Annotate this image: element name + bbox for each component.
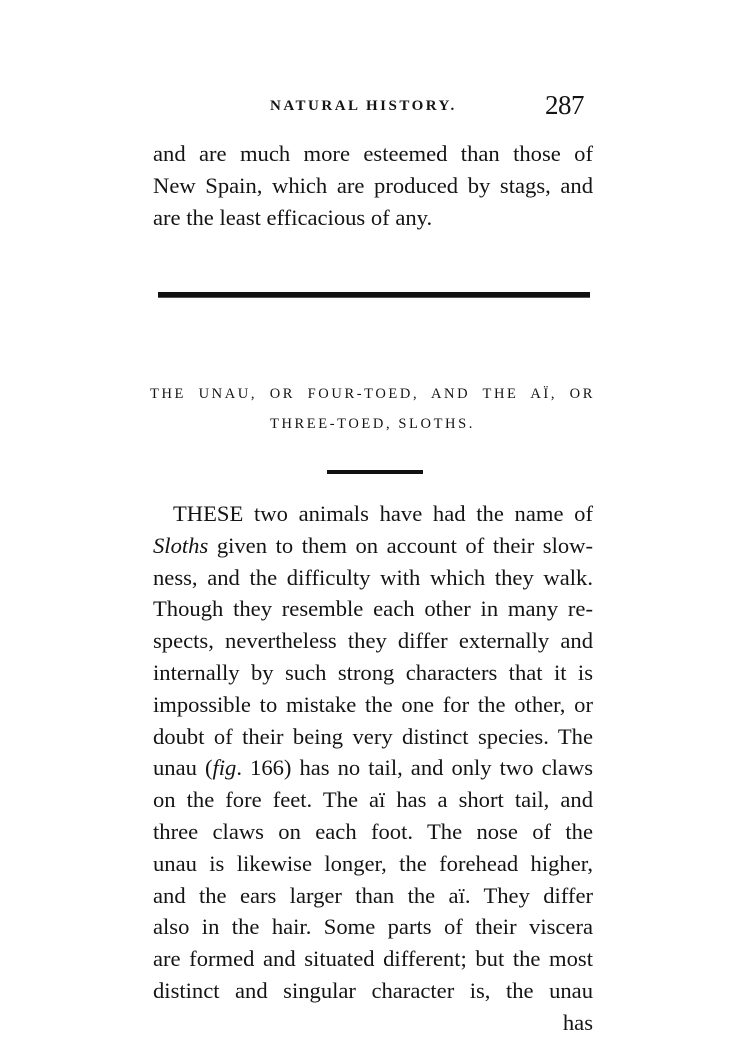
text-line: and the ears larger than the aï. They differ [153, 882, 593, 908]
text-run: . 166) has no tail, and only two claws [236, 755, 594, 781]
text-run: two animals have had the name of [243, 501, 593, 526]
section-heading-line-2: THREE-TOED, SLOTHS. [270, 416, 475, 432]
running-head: NATURAL HISTORY. [270, 98, 457, 114]
text-line: ness, and the difficulty with which they walk. [153, 564, 593, 590]
page-number: 287 [545, 90, 584, 120]
text-line: spects, nevertheless they differ externally and [153, 628, 593, 654]
catchword: has [562, 1009, 593, 1035]
section-heading-line-1: THE UNAU, OR FOUR-TOED, AND THE AÏ, OR [150, 386, 595, 402]
body-paragraph [153, 498, 593, 1039]
text-run: unau ( [153, 755, 213, 781]
heading-ornament-rule [327, 470, 423, 474]
figure-reference: fig [212, 755, 237, 781]
text-line [153, 530, 593, 562]
previous-section-text [153, 138, 593, 233]
text-line: also in the hair. Some parts of their viscera [153, 914, 593, 940]
text-line: three claws on each foot. The nose of the [153, 818, 593, 844]
text-line: distinct and singular character is, the unau [153, 977, 593, 1003]
opening-word: THESE [173, 501, 244, 526]
text-line [153, 752, 593, 784]
text-line: New Spain, which are produced by stags, and [153, 172, 593, 198]
text-line: and are much more esteemed than those of [153, 141, 593, 166]
text-line: are the least efficacious of any. [153, 204, 433, 230]
text-line: internally by such strong characters that it is [153, 659, 593, 685]
text-line: on the fore feet. The aï has a short tail, and [153, 787, 593, 813]
text-line: doubt of their being very distinct species. The [153, 723, 593, 749]
text-run: given to them on account of their slow- [208, 532, 593, 558]
text-line [153, 498, 593, 530]
section-divider-rule [158, 292, 590, 298]
text-line: Though they resemble each other in many re- [153, 596, 593, 622]
text-line: impossible to mistake the one for the other, or [153, 691, 593, 717]
text-line: are formed and situated different; but the most [153, 946, 593, 972]
italic-term: Sloths [153, 532, 209, 558]
text-line: unau is likewise longer, the forehead higher, [153, 850, 593, 876]
